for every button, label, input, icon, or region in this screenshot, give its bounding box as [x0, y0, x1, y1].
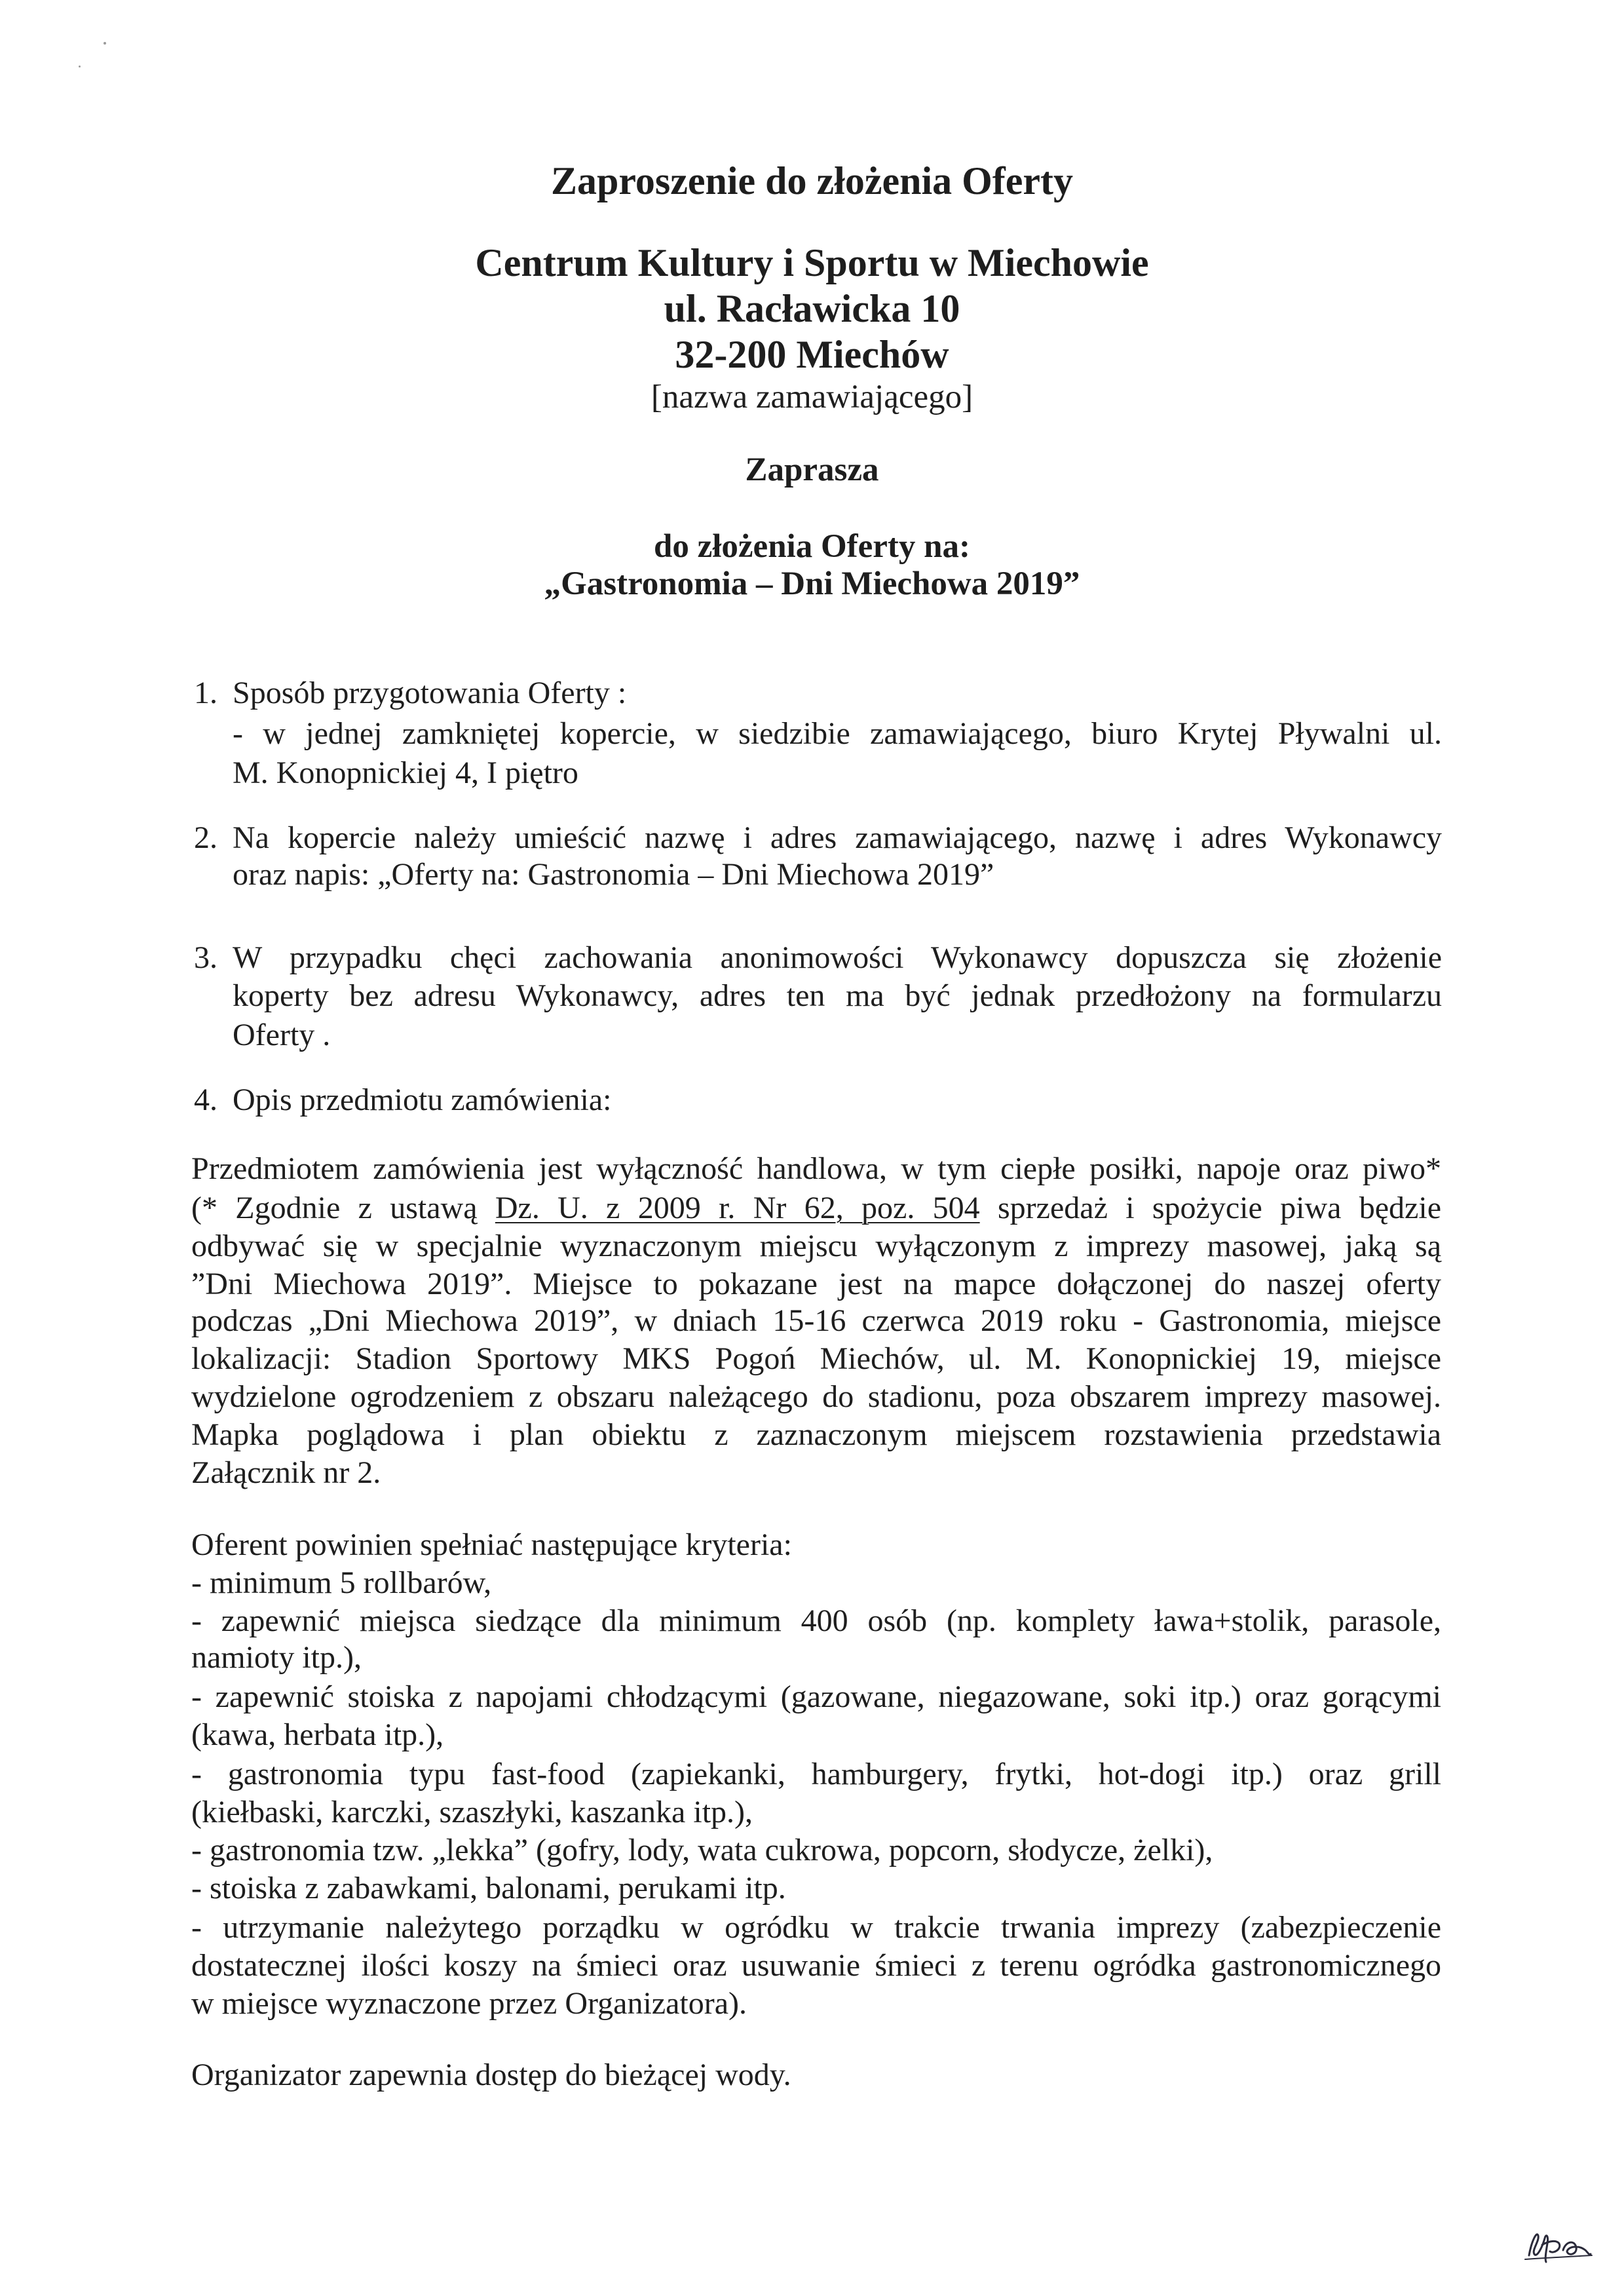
- subject-heading: „Gastronomia – Dni Miechowa 2019”: [544, 565, 1080, 602]
- list-item: - gastronomia tzw. „lekka” (gofry, lody, wata cukrowa, popcorn, słodycze, żelki),: [191, 1833, 1213, 1867]
- organization-note: [nazwa zamawiającego]: [651, 379, 973, 415]
- paragraph-text: sprzedaż i spożycie piwa będzie: [979, 1191, 1441, 1225]
- item-number: 2.: [194, 820, 217, 855]
- item-line: oraz napis: „Oferty na: Gastronomia – Dni Miechowa 2019”: [233, 857, 994, 892]
- list-item: - minimum 5 rollbarów,: [191, 1565, 492, 1600]
- item-number: 4.: [194, 1082, 217, 1117]
- item-line: Opis przedmiotu zamówienia:: [233, 1082, 612, 1117]
- item-line: Oferty .: [233, 1018, 331, 1052]
- item-line: - w jednej zamkniętej kopercie, w siedzibie zamawiającego, biuro Krytej Pływalni ul.: [233, 716, 1442, 751]
- item-number: 1.: [194, 676, 217, 710]
- list-item: w miejsce wyznaczone przez Organizatora).: [191, 1986, 747, 2021]
- list-item: - zapewnić stoiska z napojami chłodzącymi (gazowane, niegazowane, soki itp.) oraz gorącymi: [191, 1679, 1441, 1714]
- item-number: 3.: [194, 940, 217, 975]
- paragraph-line: [191, 1193, 1441, 1224]
- organization-street: ul. Racławicka 10: [664, 287, 960, 330]
- paragraph-line: Przedmiotem zamówienia jest wyłączność handlowa, w tym ciepłe posiłki, napoje oraz piwo*: [191, 1151, 1441, 1186]
- paragraph-line: podczas „Dni Miechowa 2019”, w dniach 15-16 czerwca 2019 roku - Gastronomia, miejsce: [191, 1303, 1441, 1338]
- closing-line: Organizator zapewnia dostęp do bieżącej wody.: [191, 2057, 791, 2092]
- paragraph-line: Mapka poglądowa i plan obiektu z zaznaczonym miejscem rozstawienia przedstawia: [191, 1417, 1441, 1452]
- list-item: - utrzymanie należytego porządku w ogródku w trakcie trwania imprezy (zabezpieczenie: [191, 1910, 1441, 1945]
- scan-speck: [79, 66, 81, 67]
- list-item: namioty itp.),: [191, 1640, 362, 1675]
- list-item: - stoiska z zabawkami, balonami, perukami itp.: [191, 1871, 786, 1905]
- paragraph-line: wydzielone ogrodzeniem z obszaru należącego do stadionu, poza obszarem imprezy masowej.: [191, 1379, 1441, 1414]
- organization-name: Centrum Kultury i Sportu w Miechowie: [475, 241, 1149, 284]
- scan-speck: [104, 42, 106, 45]
- paragraph-text: (* Zgodnie z ustawą: [191, 1191, 495, 1225]
- item-line: koperty bez adresu Wykonawcy, adres ten ma być jednak przedłożony na formularzu: [233, 978, 1442, 1013]
- document-title: Zaproszenie do złożenia Oferty: [550, 159, 1074, 202]
- offer-for-heading: do złożenia Oferty na:: [654, 528, 970, 565]
- organization-city: 32-200 Miechów: [675, 333, 949, 376]
- paragraph-line: Załącznik nr 2.: [191, 1455, 381, 1490]
- paragraph-line: odbywać się w specjalnie wyznaczonym miejscu wyłączonym z imprezy masowej, jaką są: [191, 1229, 1441, 1263]
- criteria-intro: Oferent powinien spełniać następujące kryteria:: [191, 1527, 792, 1562]
- item-line: W przypadku chęci zachowania anonimowości Wykonawcy dopuszcza się złożenie: [233, 940, 1442, 975]
- item-line: Na kopercie należy umieścić nazwę i adres zamawiającego, nazwę i adres Wykonawcy: [233, 820, 1442, 855]
- signature-icon: [1522, 2221, 1595, 2267]
- item-line: Sposób przygotowania Oferty :: [233, 676, 627, 710]
- list-item: (kawa, herbata itp.),: [191, 1717, 444, 1752]
- list-item: (kiełbaski, karczki, szaszłyki, kaszanka itp.),: [191, 1795, 753, 1829]
- paragraph-line: lokalizacji: Stadion Sportowy MKS Pogoń Miechów, ul. M. Konopnickiej 19, miejsce: [191, 1341, 1441, 1376]
- list-item: dostatecznej ilości koszy na śmieci oraz usuwanie śmieci z terenu ogródka gastronomicznego: [191, 1948, 1441, 1983]
- list-item: - zapewnić miejsca siedzące dla minimum 400 osób (np. komplety ława+stolik, parasole,: [191, 1603, 1441, 1638]
- paragraph-line: ”Dni Miechowa 2019”. Miejsce to pokazane jest na mapce dołączonej do naszej oferty: [191, 1267, 1441, 1301]
- list-item: - gastronomia typu fast-food (zapiekanki, hamburgery, frytki, hot-dogi itp.) oraz grill: [191, 1757, 1441, 1791]
- law-reference: Dz. U. z 2009 r. Nr 62, poz. 504: [495, 1191, 980, 1225]
- item-line: M. Konopnickiej 4, I piętro: [233, 756, 578, 790]
- invites-heading: Zaprasza: [745, 451, 879, 488]
